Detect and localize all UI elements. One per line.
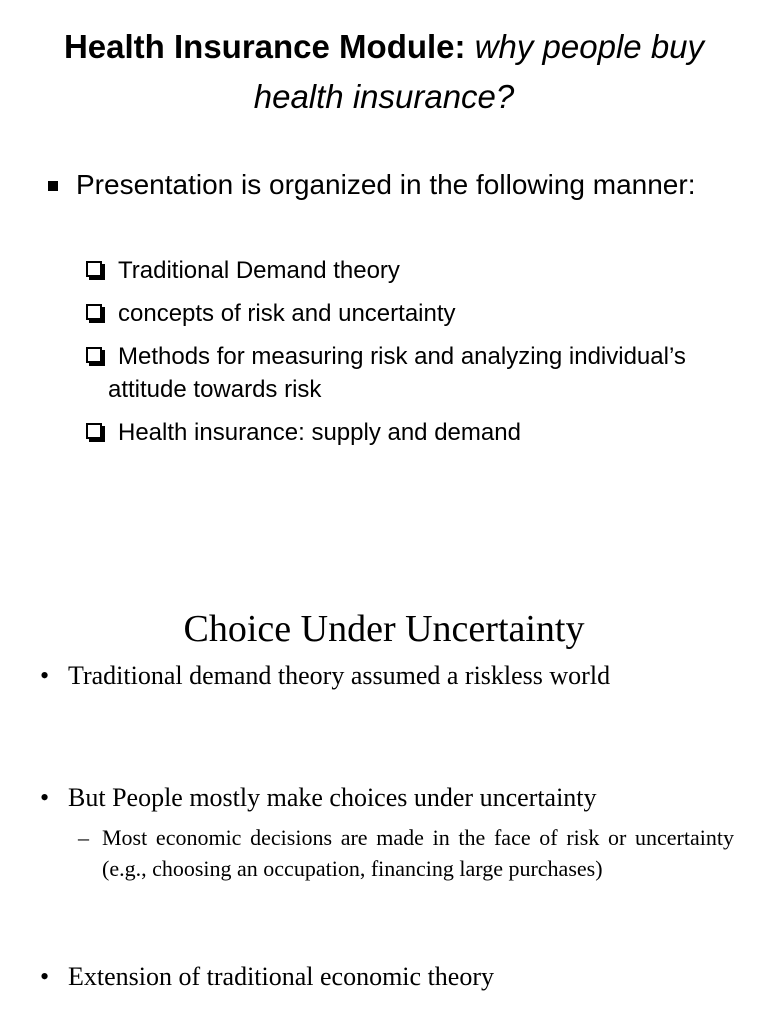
dash-bullet-icon: – [78, 825, 89, 850]
bullet-text: Traditional demand theory assumed a riskless world [68, 661, 611, 690]
list-item [86, 340, 746, 406]
slide-choice-under-uncertainty [0, 512, 768, 1024]
list-item-text: Traditional Demand theory [118, 257, 400, 284]
list-item-text: Health insurance: supply and demand [118, 419, 521, 446]
checkbox-bullet-icon [86, 261, 102, 277]
slide-title: Choice Under Uncertainty [183, 608, 585, 650]
bullet-riskless-world [40, 658, 740, 693]
round-bullet-icon: • [40, 661, 50, 690]
bullet-extension-of-theory [40, 959, 740, 994]
square-bullet-icon [48, 181, 58, 191]
topic-list [86, 254, 746, 459]
sub-bullet-text: Most economic decisions are made in the face of risk or uncertainty (e.g., choosing an occupation, financing large purchases) [102, 825, 734, 881]
list-item-text: concepts of risk and uncertainty [118, 300, 456, 327]
bullet-text: Presentation is organized in the following manner: [76, 169, 696, 200]
bullet-choices-under-uncertainty [40, 780, 740, 815]
list-item-text: Methods for measuring risk and analyzing individual’s attitude towards risk [108, 343, 686, 403]
slide-title [30, 22, 738, 122]
round-bullet-icon: • [40, 962, 50, 991]
title-bold-part: Health Insurance Module: [63, 28, 466, 65]
checkbox-bullet-icon [86, 423, 102, 439]
checkbox-bullet-icon [86, 304, 102, 320]
bullet-text: Extension of traditional economic theory [68, 962, 494, 991]
round-bullet-icon: • [40, 783, 50, 812]
title-italic-part: why people buy health insurance? [253, 28, 705, 115]
checkbox-bullet-icon [86, 347, 102, 363]
sub-bullet-economic-decisions [78, 822, 734, 884]
list-item [86, 254, 746, 287]
bullet-presentation-organization [48, 166, 728, 203]
list-item [86, 416, 746, 449]
list-item [86, 297, 746, 330]
bullet-text: But People mostly make choices under uncertainty [68, 783, 597, 812]
